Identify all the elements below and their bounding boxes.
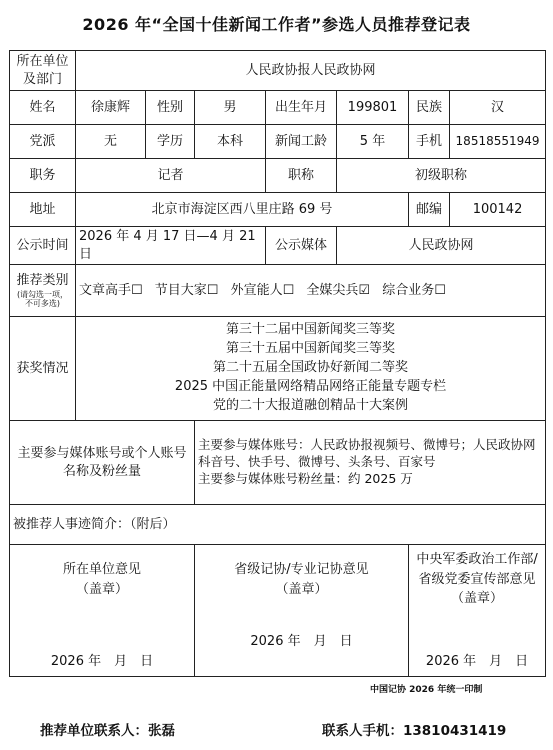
association-opinion-title: 省级记协/专业记协意见: [234, 562, 369, 578]
party-value: 无: [76, 125, 146, 159]
gender-label: 性别: [146, 91, 195, 125]
name-label: 姓名: [10, 91, 76, 125]
zip-label: 邮编: [409, 193, 450, 227]
category-options: [76, 265, 546, 317]
contact-person: 推荐单位联系人：张磊: [40, 723, 175, 739]
category-label: 推荐类别: [16, 273, 69, 289]
department-opinion-date: 2026 年 月 日: [425, 653, 529, 669]
edu-label: 学历: [146, 125, 195, 159]
award-item: 第二十五届全国政协好新闻二等奖: [213, 360, 409, 376]
department-opinion-title: 中央军委政治工作部/省级党委宣传部意见: [416, 552, 538, 587]
contact-phone: 联系人手机：13810431419: [322, 723, 507, 739]
duty-label: 职务: [10, 159, 76, 193]
award-item: 第三十二届中国新闻奖三等奖: [226, 322, 396, 338]
awards-list: [76, 317, 546, 421]
publicity-time-value: 2026 年 4 月 17 日—4 月 21 日: [76, 227, 266, 265]
years-value: 5 年: [337, 125, 409, 159]
unit-opinion-cell: [10, 545, 195, 677]
category-option-allmedia[interactable]: 全媒尖兵☑: [306, 282, 371, 298]
category-option-article[interactable]: 文章高手☐: [79, 282, 143, 298]
registration-form: [9, 50, 546, 677]
years-label: 新闻工龄: [266, 125, 337, 159]
awards-label: 获奖情况: [10, 317, 76, 421]
award-item: 2025 中国正能量网络精品网络正能量专题专栏: [174, 379, 447, 395]
intro-cell: 被推荐人事迹简介：（附后）: [10, 505, 546, 545]
category-option-general[interactable]: 综合业务☐: [382, 282, 446, 298]
award-item: 第三十五届中国新闻奖三等奖: [226, 341, 396, 357]
print-footnote: 中国记协 2026 年统一印制: [370, 685, 483, 695]
zip-value: 100142: [450, 193, 546, 227]
accounts-label: 主要参与媒体账号或个人账号名称及粉丝量: [10, 421, 195, 505]
unit-opinion-title: 所在单位意见: [62, 562, 141, 578]
gender-value: 男: [195, 91, 266, 125]
association-opinion-stamp: （盖章）: [275, 581, 328, 597]
name-value: 徐康辉: [76, 91, 146, 125]
address-value: 北京市海淀区西八里庄路 69 号: [76, 193, 409, 227]
association-opinion-cell: [195, 545, 409, 677]
publicity-media-value: 人民政协网: [337, 227, 546, 265]
form-title: 2026 年“全国十佳新闻工作者”参选人员推荐登记表: [82, 15, 471, 34]
party-label: 党派: [10, 125, 76, 159]
phone-value: 18518551949: [450, 125, 546, 159]
title-label: 职称: [266, 159, 337, 193]
edu-value: 本科: [195, 125, 266, 159]
association-opinion-date: 2026 年 月 日: [250, 633, 353, 649]
accounts-line2: 主要参与媒体账号粉丝量：约 2025 万: [198, 471, 413, 487]
unit-opinion-date: 2026 年 月 日: [50, 653, 154, 669]
department-opinion-stamp: （盖章）: [451, 591, 504, 607]
accounts-value: [195, 421, 546, 505]
category-label-cell: [10, 265, 76, 317]
phone-label: 手机: [409, 125, 450, 159]
category-option-publicity[interactable]: 外宣能人☐: [230, 282, 295, 298]
ethnic-label: 民族: [409, 91, 450, 125]
department-opinion-cell: [409, 545, 546, 677]
publicity-media-label: 公示媒体: [266, 227, 337, 265]
category-note: (请勾选一项，不可多选): [16, 289, 69, 309]
award-item: 党的二十大报道融创精品十大案例: [213, 397, 409, 413]
ethnic-value: 汉: [450, 91, 546, 125]
birth-label: 出生年月: [266, 91, 337, 125]
unit-opinion-stamp: （盖章）: [75, 581, 128, 597]
org-value: 人民政协报人民政协网: [76, 51, 546, 91]
org-label: 所在单位及部门: [10, 51, 76, 91]
accounts-line1: 主要参与媒体账号：人民政协报视频号、微博号；人民政协网科音号、快手号、微博号、头条号、百家号: [198, 437, 536, 470]
category-option-program[interactable]: 节目大家☐: [154, 282, 219, 298]
title-value: 初级职称: [337, 159, 546, 193]
duty-value: 记者: [76, 159, 266, 193]
publicity-time-label: 公示时间: [10, 227, 76, 265]
address-label: 地址: [10, 193, 76, 227]
birth-value: 199801: [337, 91, 409, 125]
